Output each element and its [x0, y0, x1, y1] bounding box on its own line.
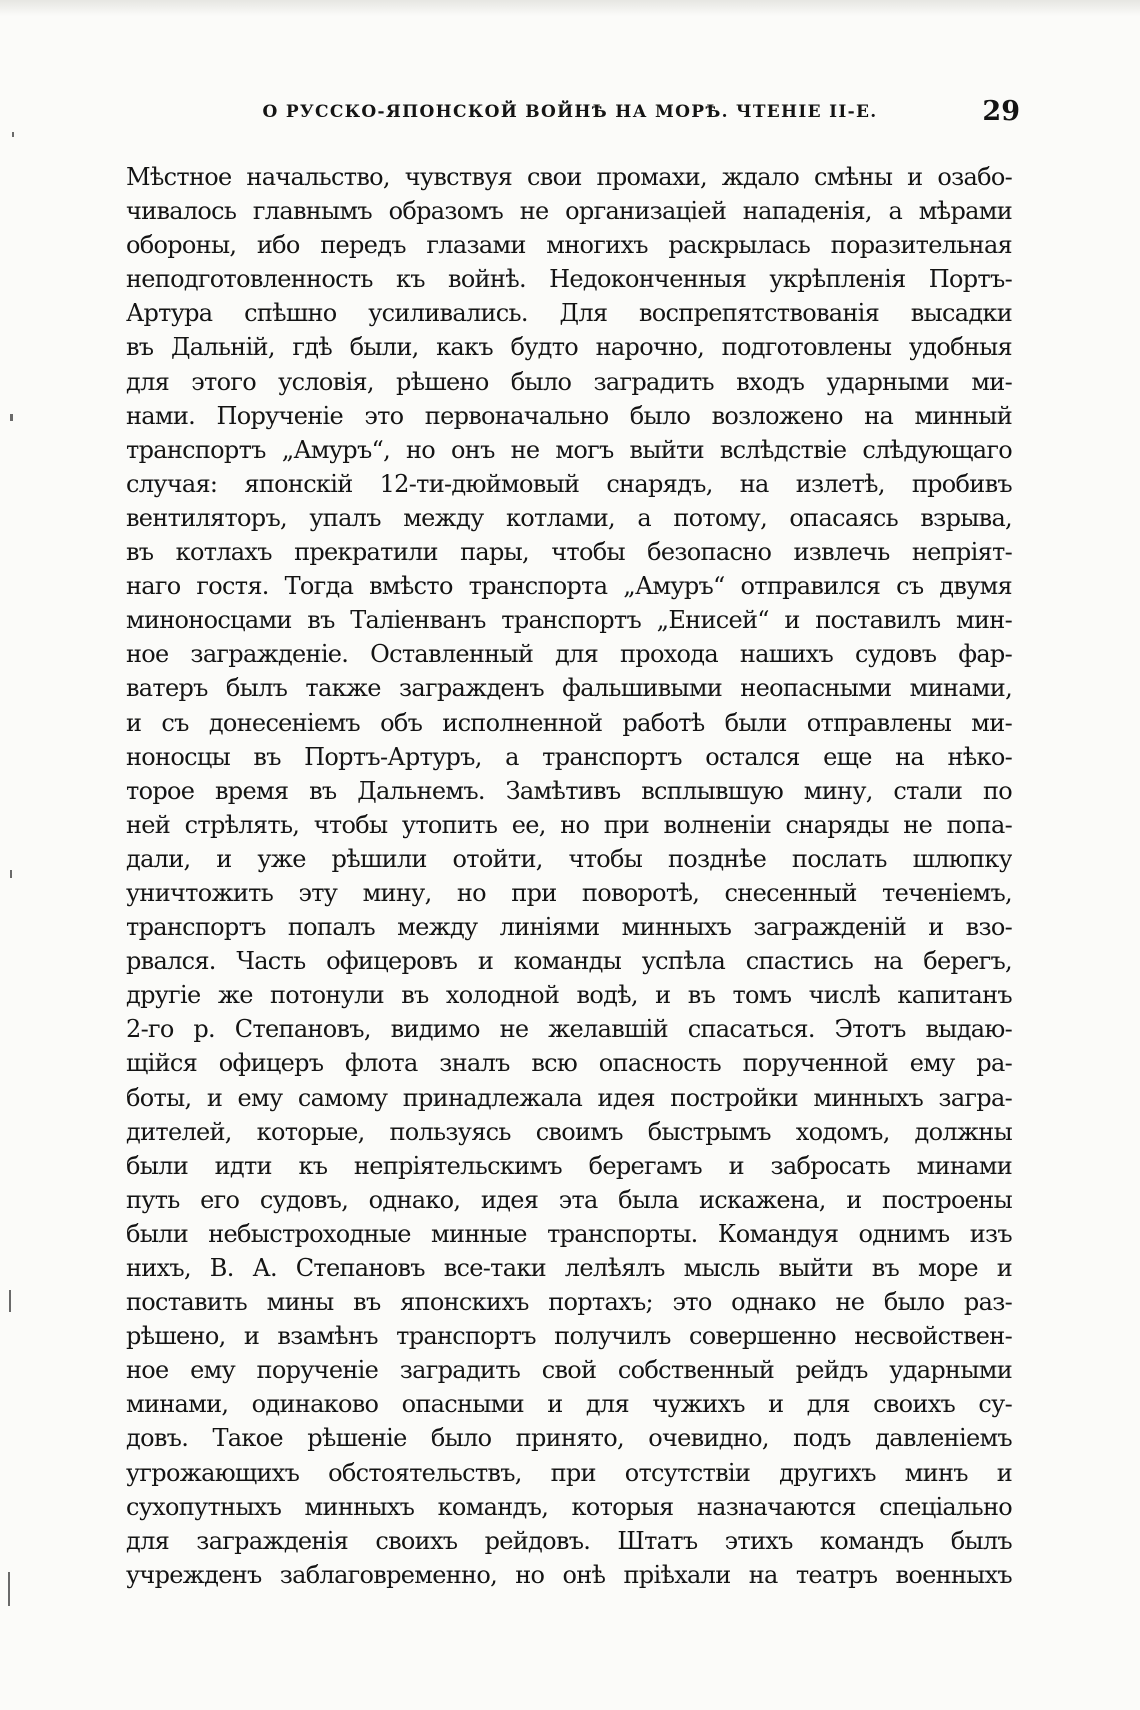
text-line: миноносцами въ Талiенванъ транспортъ „Енисей“ и поставилъ мин- — [126, 606, 1012, 635]
text-line: сухопутныхъ минныхъ командъ, которыя назначаются спецiально — [126, 1492, 1012, 1521]
body-text — [126, 160, 1012, 1592]
text-line: довъ. Такое рѣшенiе было принято, очевидно, подъ давленiемъ — [126, 1424, 1012, 1453]
text-line: поставить мины въ японскихъ портахъ; это однако не было раз- — [126, 1288, 1012, 1317]
text-line: дителей, которые, пользуясь своимъ быстрымъ ходомъ, должны — [126, 1117, 1012, 1146]
text-line: обороны, ибо передъ глазами многихъ раскрылась поразительная — [126, 231, 1012, 260]
margin-speck — [10, 870, 12, 878]
text-line: для этого условiя, рѣшено было заградить входъ ударными ми- — [126, 367, 1012, 396]
margin-speck — [10, 414, 13, 421]
text-line: ватеръ былъ также загражденъ фальшивыми неопасными минами, — [126, 674, 1012, 703]
text-line: уничтожить эту мину, но при поворотѣ, снесенный теченiемъ, — [126, 878, 1012, 907]
text-line: путь его судовъ, однако, идея эта была искажена, и построены — [126, 1185, 1012, 1214]
running-head-title: О РУССКО-ЯПОНСКОЙ ВОЙНѢ НА МОРѢ. ЧТЕНІЕ II-Е. — [262, 102, 878, 122]
text-line: въ котлахъ прекратили пары, чтобы безопасно извлечь непрiят- — [126, 538, 1012, 567]
text-line: чивалось главнымъ образомъ не организацiей нападенiя, а мѣрами — [126, 197, 1012, 226]
text-line: наго гостя. Тогда вмѣсто транспорта „Амуръ“ отправился съ двумя — [126, 572, 1012, 601]
text-line: случая: японскiй 12-ти-дюймовый снарядъ, на излетѣ, пробивъ — [126, 469, 1012, 498]
text-line: въ Дальнiй, гдѣ были, какъ будто нарочно, подготовлены удобныя — [126, 333, 1012, 362]
text-line: рѣшено, и взамѣнъ транспортъ получилъ совершенно несвойствен- — [126, 1322, 1012, 1351]
text-line: ноносцы въ Портъ-Артуръ, а транспортъ остался еще на нѣко- — [126, 742, 1012, 771]
text-line: вентиляторъ, упалъ между котлами, а потому, опасаясь взрыва, — [126, 503, 1012, 532]
text-line: нами. Порученiе это первоначально было возложено на минный — [126, 401, 1012, 430]
text-line: неподготовленность къ войнѣ. Недоконченныя укрѣпленiя Портъ- — [126, 265, 1012, 294]
text-line: ное ему порученiе заградить свой собственный рейдъ ударными — [126, 1356, 1012, 1385]
text-line: Артура спѣшно усиливались. Для воспрепятствованiя высадки — [126, 299, 1012, 328]
text-line: дали, и уже рѣшили отойти, чтобы позднѣе послать шлюпку — [126, 844, 1012, 873]
margin-speck — [9, 1290, 11, 1312]
text-line: боты, и ему самому принадлежала идея постройки минныхъ загра- — [126, 1083, 1012, 1112]
text-line: были идти къ непрiятельскимъ берегамъ и забросать минами — [126, 1151, 1012, 1180]
text-line: учрежденъ заблаговременно, но онѣ прiѣхали на театръ военныхъ — [126, 1560, 1012, 1589]
page-number: 29 — [982, 96, 1020, 127]
running-head — [0, 96, 1140, 136]
text-line: торое время въ Дальнемъ. Замѣтивъ всплывшую мину, стали по — [126, 776, 1012, 805]
text-line: транспортъ попалъ между линiями минныхъ загражденiй и взо- — [126, 913, 1012, 942]
margin-speck — [8, 1572, 10, 1606]
text-line: рвался. Часть офицеровъ и команды успѣла спастись на берегъ, — [126, 947, 1012, 976]
text-line: щiйся офицеръ флота зналъ всю опасность порученной ему ра- — [126, 1049, 1012, 1078]
text-line: транспортъ „Амуръ“, но онъ не могъ выйти вслѣдствiе слѣдующаго — [126, 435, 1012, 464]
text-line: минами, одинаково опасными и для чужихъ и для своихъ су- — [126, 1390, 1012, 1419]
text-line: ней стрѣлять, чтобы утопить ее, но при волненiи снаряды не попа- — [126, 810, 1012, 839]
scan-edge-shadow — [0, 0, 1140, 16]
text-line: Мѣстное начальство, чувствуя свои промахи, ждало смѣны и озабо- — [126, 163, 1012, 191]
text-line: нихъ, В. А. Степановъ все-таки лелѣялъ мысль выйти въ море и — [126, 1254, 1012, 1282]
text-line: были небыстроходные минные транспорты. Командуя однимъ изъ — [126, 1219, 1012, 1248]
text-line: ное загражденiе. Оставленный для прохода нашихъ судовъ фар- — [126, 640, 1012, 669]
text-line: 2-го р. Степановъ, видимо не желавшiй спасаться. Этотъ выдаю- — [126, 1015, 1012, 1044]
margin-speck — [12, 132, 14, 137]
text-line: и съ донесенiемъ объ исполненной работѣ были отправлены ми- — [126, 708, 1012, 737]
text-line: другiе же потонули въ холодной водѣ, и въ томъ числѣ капитанъ — [126, 981, 1012, 1010]
text-line: угрожающихъ обстоятельствъ, при отсутствiи другихъ минъ и — [126, 1458, 1012, 1487]
text-line: для загражденiя своихъ рейдовъ. Штатъ этихъ командъ былъ — [126, 1526, 1012, 1555]
